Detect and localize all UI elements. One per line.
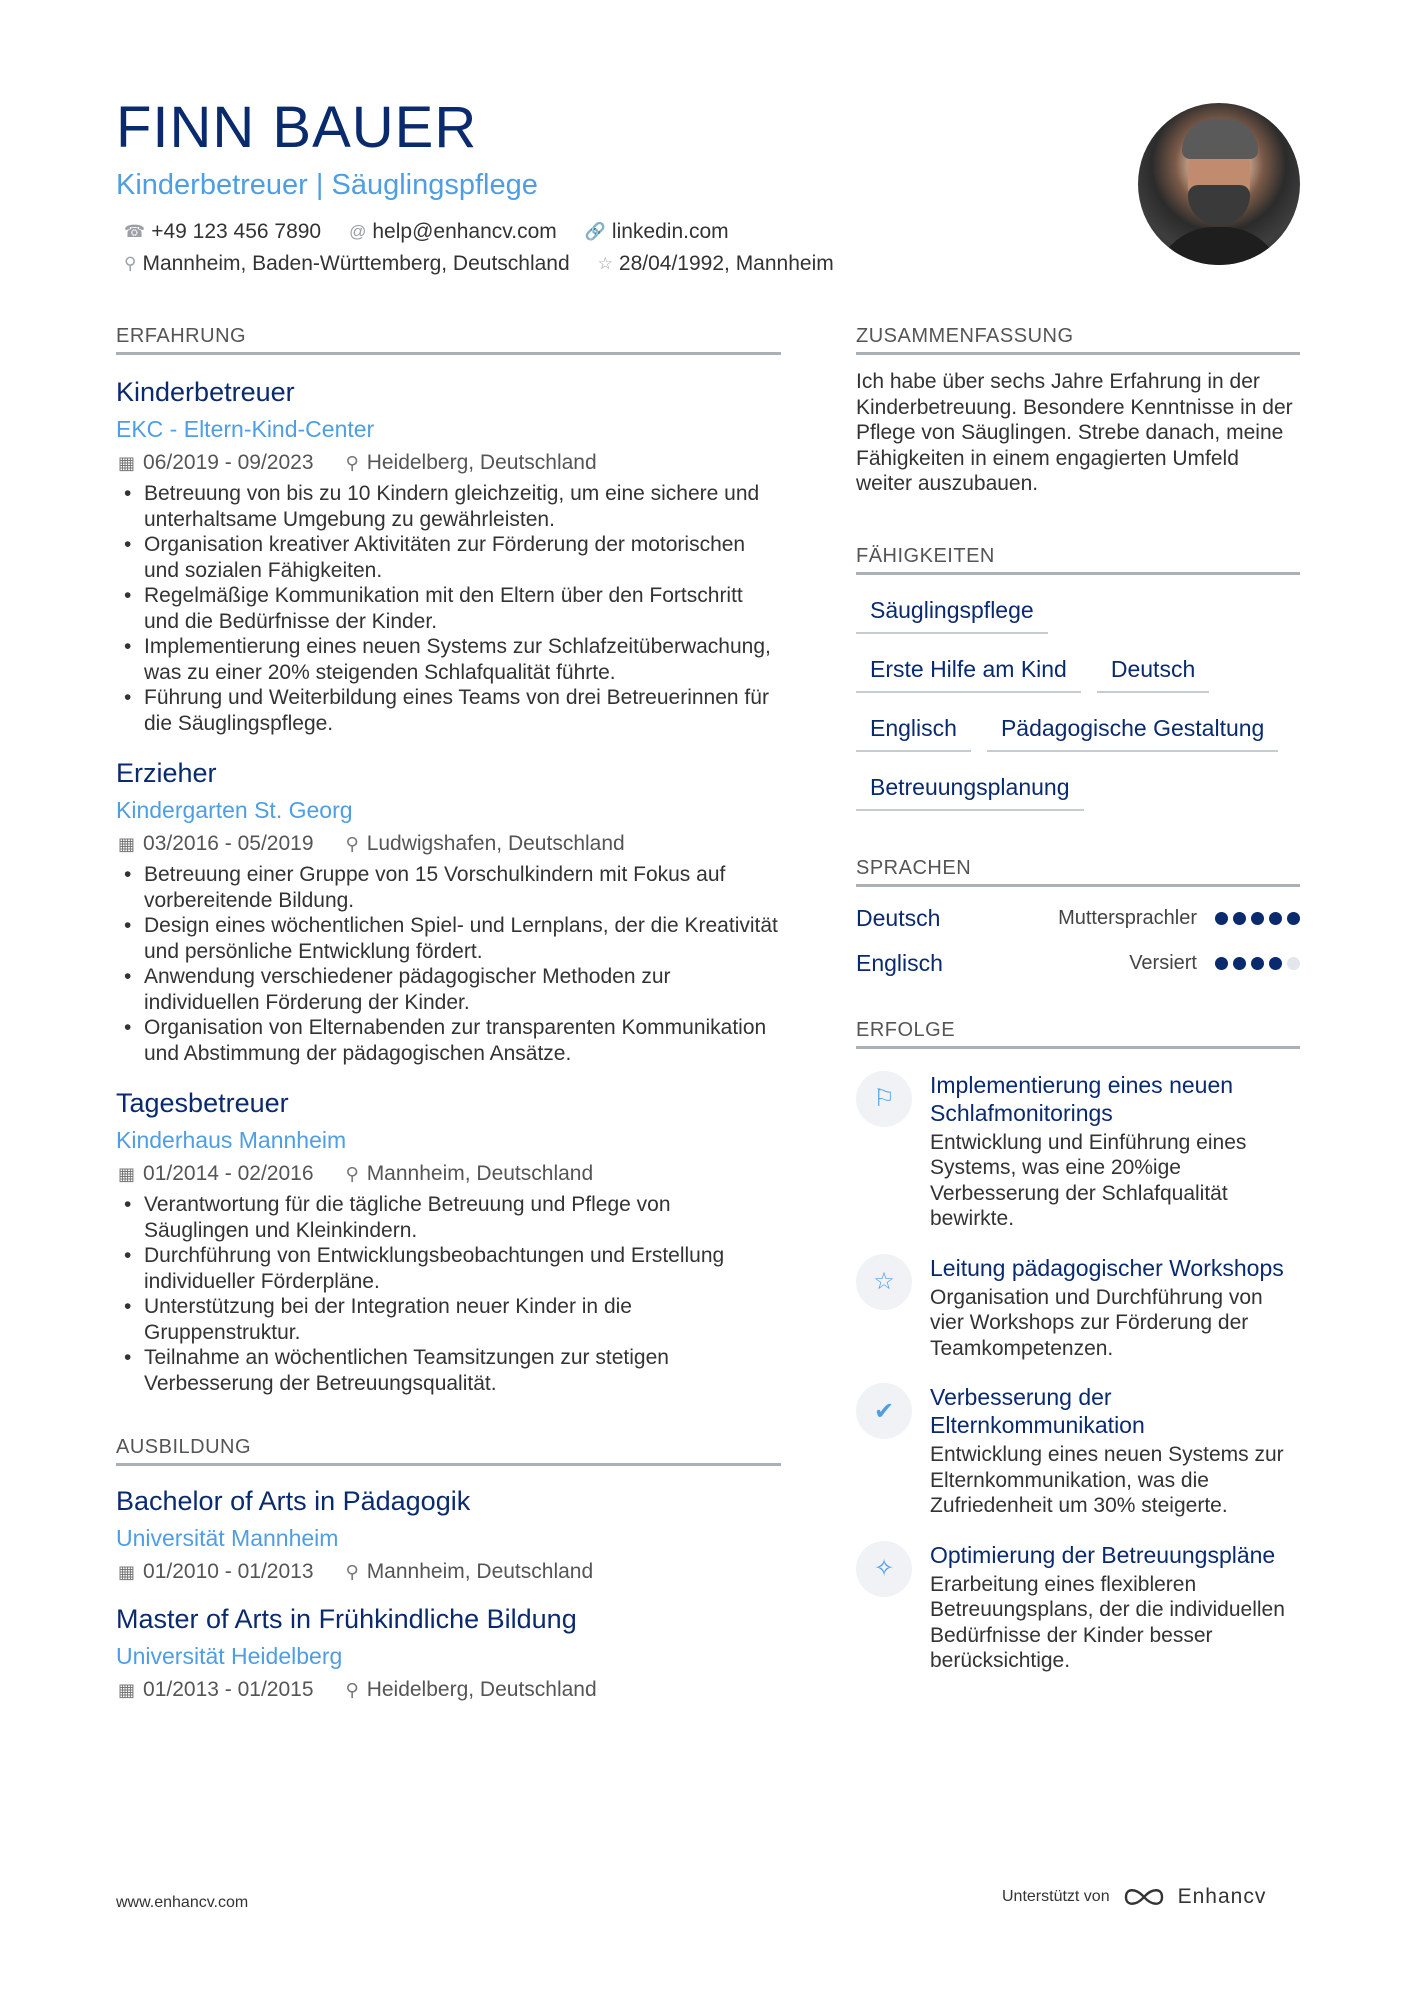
job-entry (116, 758, 781, 1066)
education-entry (116, 1486, 781, 1584)
job-entry (116, 377, 781, 736)
calendar-icon: ▦ (118, 1163, 136, 1184)
job-bullet: • Organisation von Elternabenden zur transparenten Kommunikation und Abstimmung der pädagogischen Ansätze. (116, 1015, 781, 1066)
education-location (346, 1678, 597, 1702)
enhancv-logo-text: Enhancv (1177, 1885, 1267, 1908)
achievement-description: Erarbeitung eines flexibleren Betreuungsplans, der die individuellen Bedürfnisse der Kinder besser berücksichtige. (930, 1572, 1285, 1672)
linkedin-text[interactable]: linkedin.com (611, 219, 729, 243)
achievements-section (856, 1019, 1300, 1674)
education-dates-text: 01/2013 - 01/2015 (143, 1678, 314, 1701)
rating-dot (1269, 912, 1282, 925)
job-bullet: • Implementierung eines neuen Systems zur Schlafzeitüberwachung, was zu einer 20% steigenden Schlafqualität führte. (116, 634, 781, 685)
location-pin-icon: ⚲ (345, 452, 359, 473)
job-company: EKC - Eltern-Kind-Center (116, 416, 375, 442)
education-location-text: Mannheim, Deutschland (366, 1560, 594, 1583)
language-row (856, 950, 1300, 977)
rating-dots (1215, 912, 1300, 925)
language-level: Versiert (1129, 951, 1197, 974)
education-meta (116, 1678, 781, 1702)
profile-photo (1138, 103, 1300, 265)
job-location-text: Mannheim, Deutschland (366, 1162, 594, 1185)
link-icon: 🔗 (584, 221, 606, 241)
job-location-text: Ludwigshafen, Deutschland (366, 832, 625, 855)
skill-tag: Erste Hilfe am Kind (856, 648, 1081, 693)
language-level: Muttersprachler (1058, 906, 1197, 929)
job-bullet: • Organisation kreativer Aktivitäten zur Förderung der motorischen und sozialen Fähigkeiten. (116, 532, 781, 583)
education-school: Universität Mannheim (116, 1525, 339, 1551)
job-bullet: • Betreuung einer Gruppe von 15 Vorschulkindern mit Fokus auf vorbereitende Bildung. (116, 862, 781, 913)
job-bullet: • Regelmäßige Kommunikation mit den Eltern über den Fortschritt und die Bedürfnisse der Kinder. (116, 583, 781, 634)
location-pin-icon: ⚲ (345, 1679, 359, 1700)
achievement-body (930, 1254, 1300, 1362)
skill-tag: Betreuungsplanung (856, 766, 1084, 811)
achievement-body (930, 1541, 1300, 1674)
footer-branding (1002, 1884, 1266, 1910)
rating-dot (1233, 957, 1246, 970)
skill-tag: Säuglingspflege (856, 589, 1048, 634)
job-bullet: • Teilnahme an wöchentlichen Teamsitzungen zur stetigen Verbesserung der Betreuungsqualität. (116, 1345, 781, 1396)
achievement-title: Implementierung eines neuen Schlafmonitorings (930, 1071, 1234, 1126)
job-title: Tagesbetreuer (116, 1088, 289, 1118)
job-dates (118, 451, 314, 475)
achievement-body (930, 1383, 1300, 1519)
at-icon: @ (349, 221, 367, 241)
flag-icon: ⚐ (856, 1071, 912, 1127)
location-pin-icon: ⚲ (345, 833, 359, 854)
birth-text: 28/04/1992, Mannheim (618, 251, 834, 275)
job-dates-text: 01/2014 - 02/2016 (143, 1162, 314, 1185)
education-dates-text: 01/2010 - 01/2013 (143, 1560, 314, 1583)
language-row (856, 905, 1300, 932)
calendar-icon: ▦ (118, 833, 136, 854)
education-location (346, 1560, 594, 1584)
calendar-icon: ▦ (118, 1561, 136, 1582)
contact-info (116, 220, 1116, 276)
achievement-title: Verbesserung der Elternkommunikation (930, 1384, 1145, 1438)
achievement-item (856, 1071, 1300, 1232)
location-pin-icon: ⚲ (345, 1163, 359, 1184)
achievement-item (856, 1254, 1300, 1362)
calendar-icon: ▦ (118, 1679, 136, 1700)
job-company: Kinderhaus Mannheim (116, 1127, 347, 1153)
job-bullets (116, 862, 781, 1066)
phone-contact (124, 220, 321, 244)
job-meta (116, 451, 781, 475)
language-proficiency (1129, 952, 1300, 975)
powered-by-text: Unterstützt von (1002, 1888, 1110, 1905)
job-meta (116, 832, 781, 856)
achievement-title: Optimierung der Betreuungspläne (930, 1541, 1276, 1568)
job-bullets (116, 481, 781, 736)
job-bullets (116, 1192, 781, 1396)
summary-text: Ich habe über sechs Jahre Erfahrung in der Kinderbetreuung. Besondere Kenntnisse in der Pflege von Säuglingen. Strebe danach, meine Fähigkeiten in einem engagierten Umfeld weiter auszubauen. (856, 370, 1293, 495)
job-company: Kindergarten St. Georg (116, 797, 353, 823)
star-icon: ☆ (856, 1254, 912, 1310)
education-degree: Bachelor of Arts in Pädagogik (116, 1486, 471, 1516)
rating-dot (1251, 912, 1264, 925)
achievement-description: Entwicklung eines neuen Systems zur Elternkommunikation, was die Zufriedenheit um 30% steigerte. (930, 1443, 1284, 1517)
education-heading: AUSBILDUNG (116, 1436, 781, 1466)
education-section (116, 1436, 781, 1702)
experience-heading: ERFAHRUNG (116, 325, 781, 355)
job-bullet: • Führung und Weiterbildung eines Teams von drei Betreuerinnen für die Säuglingspflege. (116, 685, 781, 736)
calendar-icon: ▦ (118, 452, 136, 473)
rating-dots (1215, 957, 1300, 970)
skills-heading: FÄHIGKEITEN (856, 545, 1300, 575)
education-dates (118, 1560, 314, 1584)
education-dates (118, 1678, 314, 1702)
job-location (346, 832, 625, 856)
job-dates (118, 1162, 314, 1186)
right-column (856, 325, 1300, 1674)
education-school: Universität Heidelberg (116, 1643, 343, 1669)
job-location (346, 1162, 594, 1186)
skill-tag: Englisch (856, 707, 971, 752)
rating-dot (1215, 912, 1228, 925)
email-contact[interactable] (349, 220, 557, 244)
linkedin-contact[interactable] (585, 220, 729, 244)
enhancv-logo-icon (1122, 1884, 1166, 1910)
job-location-text: Heidelberg, Deutschland (366, 451, 597, 474)
language-name: Deutsch (856, 904, 941, 931)
location-pin-icon: ⚲ (345, 1561, 359, 1582)
job-bullet: • Betreuung von bis zu 10 Kindern gleichzeitig, um eine sichere und unterhaltsame Umgebung zu gewährleisten. (116, 481, 781, 532)
education-meta (116, 1560, 781, 1584)
achievement-item (856, 1541, 1300, 1674)
candidate-title: Kinderbetreuer | Säuglingspflege (116, 168, 538, 201)
candidate-name: FINN BAUER (116, 95, 478, 160)
skill-tag: Pädagogische Gestaltung (987, 707, 1278, 752)
phone-icon: ☎ (124, 221, 146, 241)
location-pin-icon: ⚲ (124, 253, 137, 273)
job-location (346, 451, 597, 475)
achievement-description: Entwicklung und Einführung eines Systems, was eine 20%ige Verbesserung der Schlafqualität bewirkte. (930, 1130, 1247, 1230)
skill-tag: Deutsch (1097, 648, 1209, 693)
wand-icon: ✧ (856, 1541, 912, 1597)
job-bullet: • Unterstützung bei der Integration neuer Kinder in die Gruppenstruktur. (116, 1294, 781, 1345)
left-column (116, 325, 781, 1702)
rating-dot (1233, 912, 1246, 925)
birth-contact (598, 252, 834, 276)
job-bullet: • Durchführung von Entwicklungsbeobachtungen und Erstellung individueller Förderpläne. (116, 1243, 781, 1294)
check-icon: ✔ (856, 1383, 912, 1439)
education-location-text: Heidelberg, Deutschland (366, 1678, 597, 1701)
rating-dot (1269, 957, 1282, 970)
phone-text: +49 123 456 7890 (151, 219, 322, 243)
languages-heading: SPRACHEN (856, 857, 1300, 887)
achievement-item (856, 1383, 1300, 1519)
rating-dot (1287, 912, 1300, 925)
email-text[interactable]: help@enhancv.com (372, 219, 557, 243)
language-proficiency (1058, 907, 1300, 930)
achievements-heading: ERFOLGE (856, 1019, 1300, 1049)
location-text: Mannheim, Baden-Württemberg, Deutschland (142, 251, 570, 275)
rating-dot (1215, 957, 1228, 970)
achievement-body (930, 1071, 1300, 1232)
education-entry (116, 1604, 781, 1702)
resume-header (116, 95, 1116, 284)
job-bullet: • Verantwortung für die tägliche Betreuung und Pflege von Säuglingen und Kleinkindern. (116, 1192, 781, 1243)
job-entry (116, 1088, 781, 1396)
job-meta (116, 1162, 781, 1186)
job-dates-text: 06/2019 - 09/2023 (143, 451, 314, 474)
job-dates-text: 03/2016 - 05/2019 (143, 832, 314, 855)
location-contact (124, 252, 570, 276)
languages-section (856, 857, 1300, 977)
job-title: Kinderbetreuer (116, 377, 295, 407)
achievement-description: Organisation und Durchführung von vier Workshops zur Förderung der Teamkompetenzen. (930, 1285, 1263, 1360)
footer-website[interactable]: www.enhancv.com (116, 1894, 249, 1911)
job-bullet: • Anwendung verschiedener pädagogischer Methoden zur individuellen Förderung der Kinder. (116, 964, 781, 1015)
job-bullet: • Design eines wöchentlichen Spiel- und Lernplans, der die Kreativität und persönliche Entwicklung fördert. (116, 913, 781, 964)
rating-dot (1251, 957, 1264, 970)
job-dates (118, 832, 314, 856)
skills-section (856, 545, 1300, 811)
rating-dot (1287, 957, 1300, 970)
education-degree: Master of Arts in Frühkindliche Bildung (116, 1604, 577, 1634)
star-outline-icon: ☆ (597, 253, 613, 273)
achievement-title: Leitung pädagogischer Workshops (930, 1254, 1284, 1281)
language-name: Englisch (856, 949, 943, 976)
job-title: Erzieher (116, 758, 217, 788)
summary-heading: ZUSAMMENFASSUNG (856, 325, 1300, 355)
